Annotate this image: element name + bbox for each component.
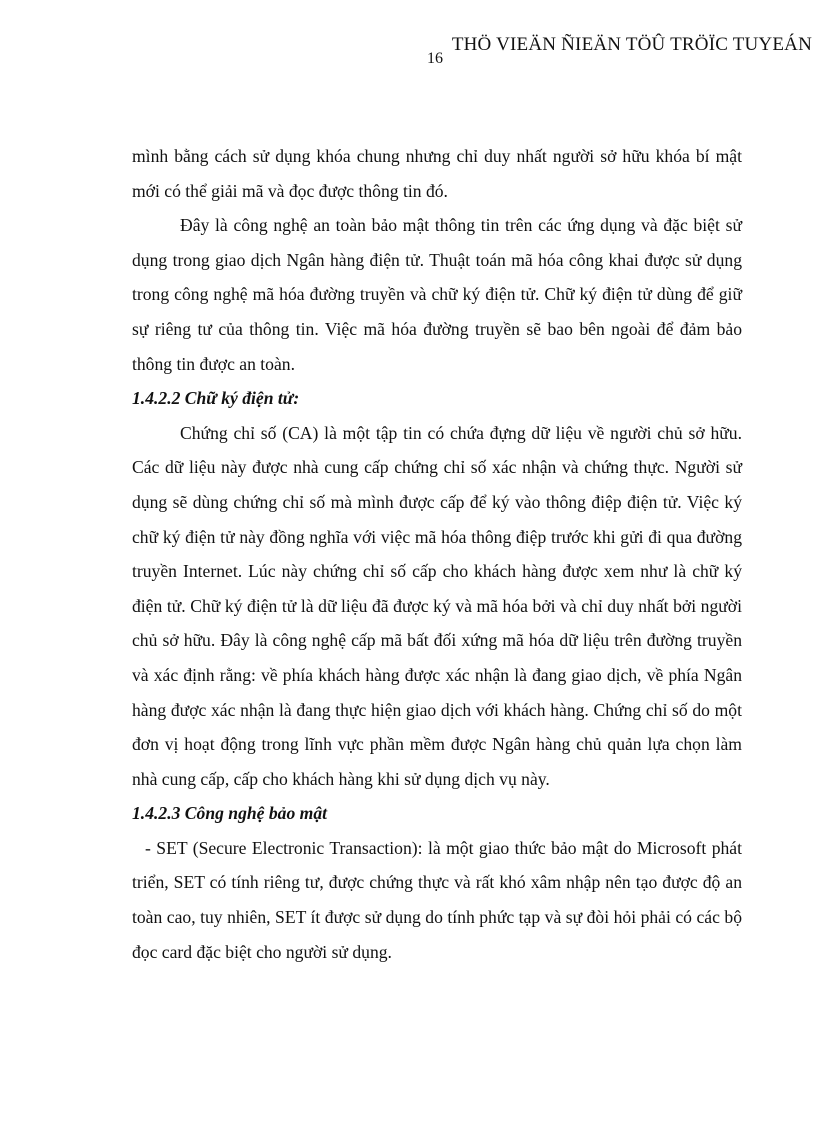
bullet-paragraph: - SET (Secure Electronic Transaction): là một giao thức bảo mật do Microsoft phát triển, SET có tính riêng tư, được chứng thực và rất khó xâm nhập nên tạo được độ an toàn cao, tuy nhiên, SET ít được sử dụng do tính phức tạp và sự đòi hỏi phải có các bộ đọc card đặc biệt cho người sử dụng. [132,837,742,962]
page-number: 16 [427,50,443,67]
header-title: THÖ VIEÄN ÑIEÄN TÖÛ TRÖÏC TUYEÁN [451,34,812,55]
paragraph: Đây là công nghệ an toàn bảo mật thông tin trên các ứng dụng và đặc biệt sử dụng trong giao dịch Ngân hàng điện tử. Thuật toán mã hóa công khai được sử dụng trong công nghệ mã hóa đường truyền và chữ ký điện tử. Chữ ký điện tử dùng để giữ sự riêng tư của thông tin. Việc mã hóa đường truyền sẽ bao bên ngoài để đảm bảo thông tin được an toàn. [132,215,742,374]
section-heading: 1.4.2.3 Công nghệ bảo mật [132,803,328,824]
paragraph: Chứng chỉ số (CA) là một tập tin có chứa đựng dữ liệu về người chủ sở hữu. Các dữ liệu này được nhà cung cấp chứng chỉ số xác nhận và chứng thực. Người sử dụng sẽ dùng chứng chỉ số mà mình được cấp để ký vào thông điệp điện tử. Việc ký chữ ký điện tử này đồng nghĩa với việc mã hóa thông điệp trước khi gửi đi qua đường truyền Internet. Lúc này chứng chỉ số cấp cho khách hàng được xem như là chữ ký điện tử. Chữ ký điện tử là dữ liệu đã được ký và mã hóa bởi và chỉ duy nhất bởi người chủ sở hữu. Đây là công nghệ cấp mã bất đối xứng mã hóa dữ liệu trên đường truyền và xác định rằng: về phía khách hàng được xác nhận là đang giao dịch, về phía Ngân hàng được xác nhận là đang thực hiện giao dịch với khách hàng. Chứng chỉ số do một đơn vị hoạt động trong lĩnh vực phần mềm được Ngân hàng chủ quản lựa chọn làm nhà cung cấp, cấp cho khách hàng khi sử dụng dịch vụ này. [132,422,742,789]
paragraph: mình bằng cách sử dụng khóa chung nhưng chỉ duy nhất người sở hữu khóa bí mật mới có thể giải mã và đọc được thông tin đó. [132,146,742,201]
document-body [132,139,742,969]
section-heading: 1.4.2.2 Chữ ký điện tử: [132,388,300,409]
